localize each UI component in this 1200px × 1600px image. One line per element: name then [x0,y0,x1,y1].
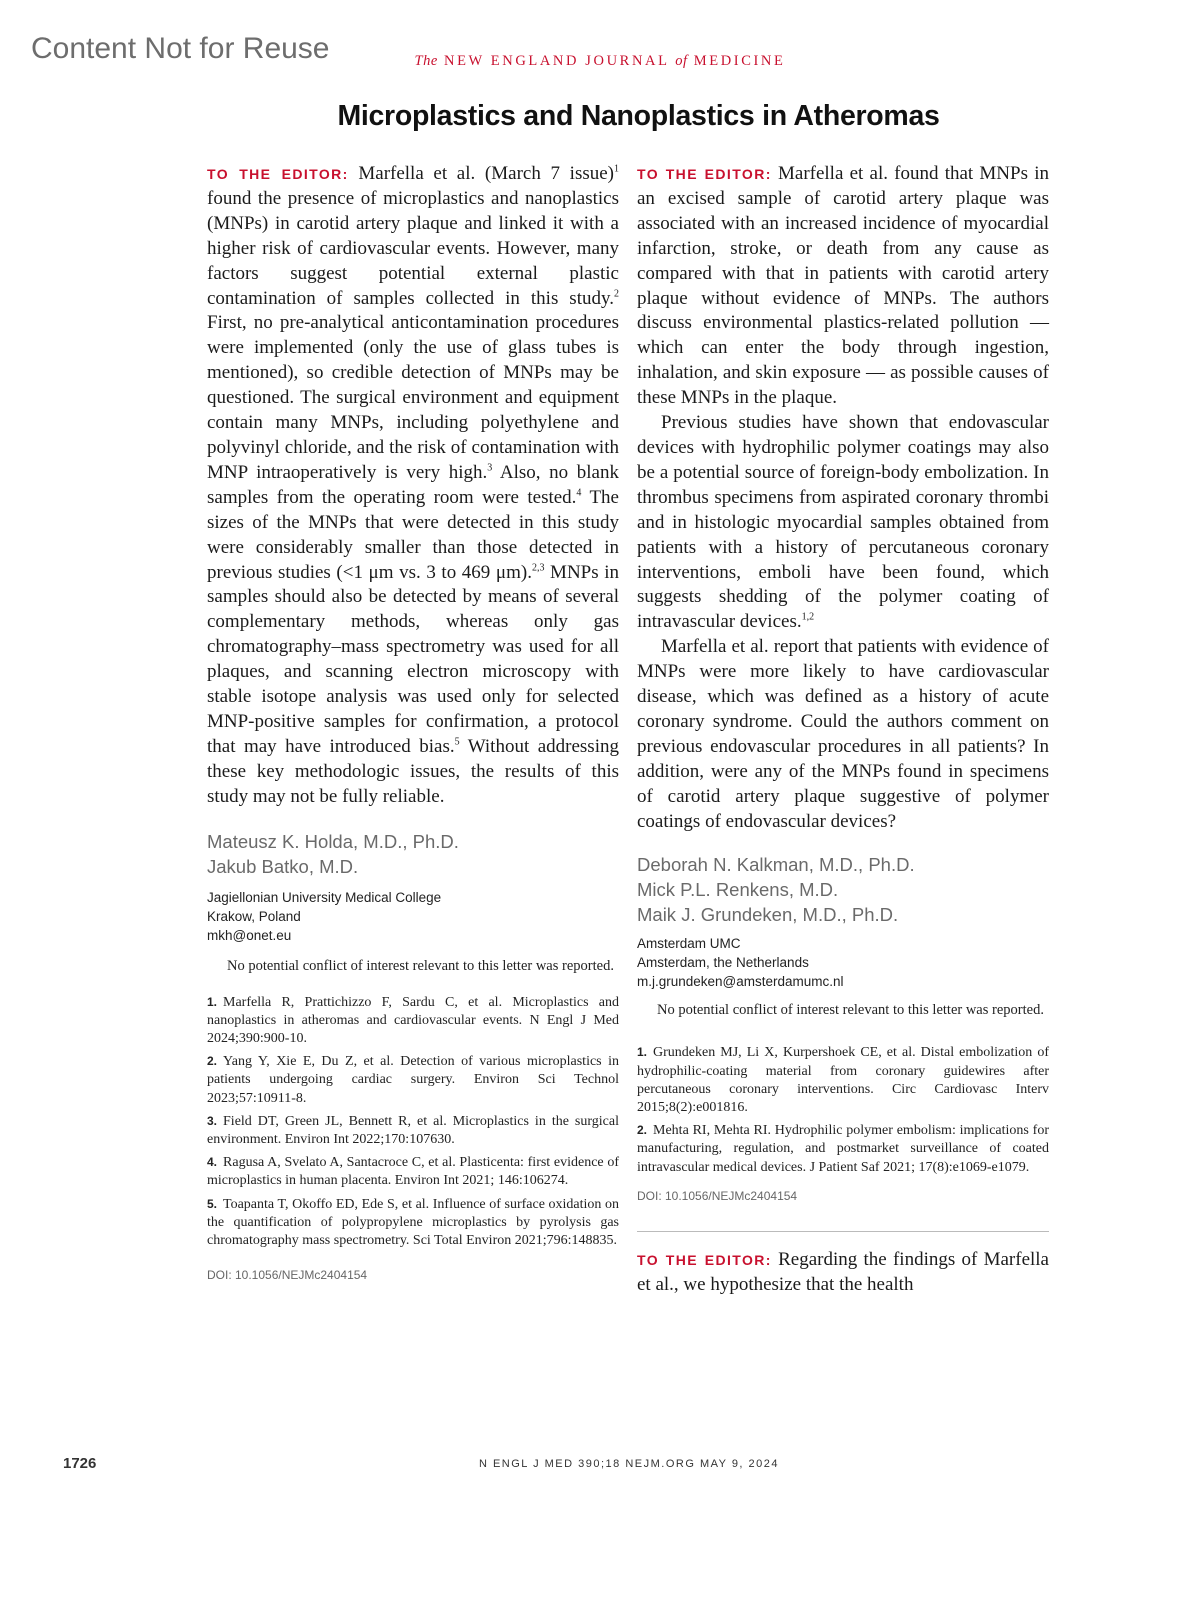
letter-2-email: m.j.grundeken@amsterdamumc.nl [637,974,844,990]
reference-item [207,1052,619,1108]
letter-1-location: Krakow, Poland [207,908,301,924]
letter-3-text: Regarding the findings of Marfella et al., we hypothesize that the health [637,1248,1049,1295]
paragraph-text: Marfella et al. found that MNPs in an excised sample of carotid artery plaque was associated with an increased incidence of myocardial infarction, stroke, or death from any cause as compared with that in patients with carotid artery plaque without evidence of MNPs. The authors discuss environmental plastics-related pollution — which can enter the body through ingestion, inhalation, and skin exposure — as possible causes of these MNPs in the plaque. [637,163,1049,409]
letter-2-affiliation: Amsterdam UMC [637,936,741,952]
running-head-of: of [675,53,688,69]
reference-text: Ragusa A, Svelato A, Santacroce C, et al. Plasticenta: first evidence of microplastics in human placenta. Environ Int 2021; 146:106274. [207,1155,619,1189]
letter-1-body [207,162,619,810]
reference-number: 5. [207,1196,218,1211]
running-head-journal: NEW ENGLAND JOURNAL [444,53,670,69]
reference-number: 1. [637,1045,648,1060]
letter-2-author: Mick P.L. Renkens, M.D. [637,879,839,901]
citation-superscript: 3 [487,462,493,474]
reference-text: Field DT, Green JL, Bennett R, et al. Microplastics in the surgical environment. Environ Int 2022;170:107630. [207,1113,619,1147]
reference-text: Yang Y, Xie E, Du Z, et al. Detection of various microplastics in patients undergoing cardiac surgery. Environ Sci Technol 2023;57:10911-8. [207,1054,619,1106]
letter-2-author: Maik J. Grundeken, M.D., Ph.D. [637,904,899,926]
article-title: Microplastics and Nanoplastics in Atheromas [337,100,940,132]
running-head-medicine: MEDICINE [693,53,786,69]
letter-2-paragraph [637,635,1049,834]
letter-3-lead-label: TO THE EDITOR: [637,1251,772,1268]
citation-superscript: 4 [576,487,582,499]
paragraph-text: Marfella et al. report that patients with evidence of MNPs were more likely to have cardiovascular disease, which was defined as a history of acute coronary syndrome. Could the authors comment on previous endovascular procedures in all patients? In addition, were any of the MNPs found in specimens of carotid artery plaque suggestive of polymer coatings of endovascular devices? [637,636,1049,832]
reference-item [637,1043,1049,1117]
letter-2-references [637,1043,1049,1176]
letter-2-conflict-statement: No potential conflict of interest relevant to this letter was reported. [657,1002,1044,1019]
reference-number: 2. [637,1123,648,1138]
letter-1-doi: DOI: 10.1056/NEJMc2404154 [207,1268,368,1283]
running-head-the: The [414,53,438,69]
reference-number: 2. [207,1054,218,1069]
paragraph-text: First, no pre-analytical anticontamination procedures were implemented (only the use of glass tubes is mentioned), so credible detection of MNPs may be questioned. The surgical environment and equipment contain many MNPs, including polyethylene and polyvinyl chloride, and the risk of contamination with MNP intraoperatively is very high. [207,312,619,483]
reference-item [207,1195,619,1251]
reference-number: 1. [207,994,218,1009]
letter-1-author: Mateusz K. Holda, M.D., Ph.D. [207,830,459,852]
reference-number: 3. [207,1113,218,1128]
letter-1-affiliation: Jagiellonian University Medical College [207,889,442,905]
paragraph-text: found the presence of microplastics and nanoplastics (MNPs) in carotid artery plaque and linked it with a higher risk of cardiovascular events. However, many factors suggest potential external plastic contamination of samples collected in this study. [207,187,619,309]
letter-1-references [207,993,619,1251]
letter-2-column [637,162,1049,1298]
reference-text: Mehta RI, Mehta RI. Hydrophilic polymer embolism: implications for manufacturing, regulation, and postmarket surveillance of coated intravascular medical devices. J Patient Saf 2021; 17(8):e1069-e1079. [637,1123,1049,1175]
page-number: 1726 [63,1455,97,1472]
citation-superscript: 1,2 [801,611,815,623]
citation-superscript: 2,3 [531,562,545,574]
citation-superscript: 1 [614,163,619,175]
paragraph-text: The sizes of the MNPs that were detected in this study were considerably smaller than those detected in previous studies (<1 μm vs. 3 to 469 μm). [207,486,619,583]
paragraph-text: Previous studies have shown that endovascular devices with hydrophilic polymer coatings may also be a potential source of foreign-body embolization. In thrombus specimens from aspirated coronary thrombi and in histologic myocardial samples obtained from patients with a history of percutaneous coronary interventions, emboli have been found, which suggests shedding of the polymer coating of intravascular devices. [637,412,1049,633]
citation-superscript: 2 [614,288,619,300]
citation-superscript: 5 [454,736,460,748]
watermark: Content Not for Reuse [31,32,330,65]
reference-text: Marfella R, Prattichizzo F, Sardu C, et al. Microplastics and nanoplastics in atheromas and cardiovascular events. N Engl J Med 2024;390:900-10. [207,994,619,1046]
letter-2-paragraph [637,162,1049,411]
paragraph-text: MNPs in samples should also be detected by means of several complementary methods, whereas only gas chromatography–mass spectrometry was used for all plaques, and scanning electron microscopy with stable isotope analysis was used only for selected MNP-positive samples for confirmation, a protocol that may have introduced bias. [207,561,619,757]
letter-2-doi: DOI: 10.1056/NEJMc2404154 [637,1188,798,1203]
letter-2-lead-label: TO THE EDITOR: [637,166,772,182]
paragraph-text: Also, no blank samples from the operating room were tested. [207,461,619,508]
journal-citation-footer: N ENGL J MED 390;18 NEJM.ORG MAY 9, 2024 [478,1458,780,1470]
letter-2-body [637,162,1049,834]
letter-1-email: mkh@onet.eu [207,927,292,943]
letter-1-column [207,162,619,1282]
running-head [0,53,1200,70]
letter-1-conflict-statement: No potential conflict of interest relevant to this letter was reported. [227,957,614,974]
reference-text: Grundeken MJ, Li X, Kurpershoek CE, et al. Distal embolization of hydrophilic-coating material from coronary guidewires after percutaneous coronary interventions. Circ Cardiovasc Interv 2015;8(2):e001816. [637,1045,1049,1116]
letter-1-author: Jakub Batko, M.D. [207,855,359,877]
letter-3-body [637,1248,1049,1298]
reference-item [637,1121,1049,1177]
reference-text: Toapanta T, Okoffo ED, Ede S, et al. Influence of surface oxidation on the quantification of polypropylene microplastics by pyrolysis gas chromatography mass spectrometry. Sci Total Environ 2021;796:148835. [207,1196,619,1248]
reference-number: 4. [207,1155,218,1170]
reference-item [207,1153,619,1190]
letter-2-author: Deborah N. Kalkman, M.D., Ph.D. [637,854,915,876]
reference-item [207,993,619,1049]
paragraph-text: Marfella et al. (March 7 issue) [348,163,614,184]
letter-2-location: Amsterdam, the Netherlands [637,955,809,971]
letter-1-lead-label: TO THE EDITOR: [207,166,349,182]
letter-2-paragraph [637,411,1049,635]
letter-1-paragraph [207,162,619,810]
reference-item [207,1112,619,1149]
paragraph-text: Without addressing these key methodologic issues, the results of this study may not be fully reliable. [207,735,619,807]
